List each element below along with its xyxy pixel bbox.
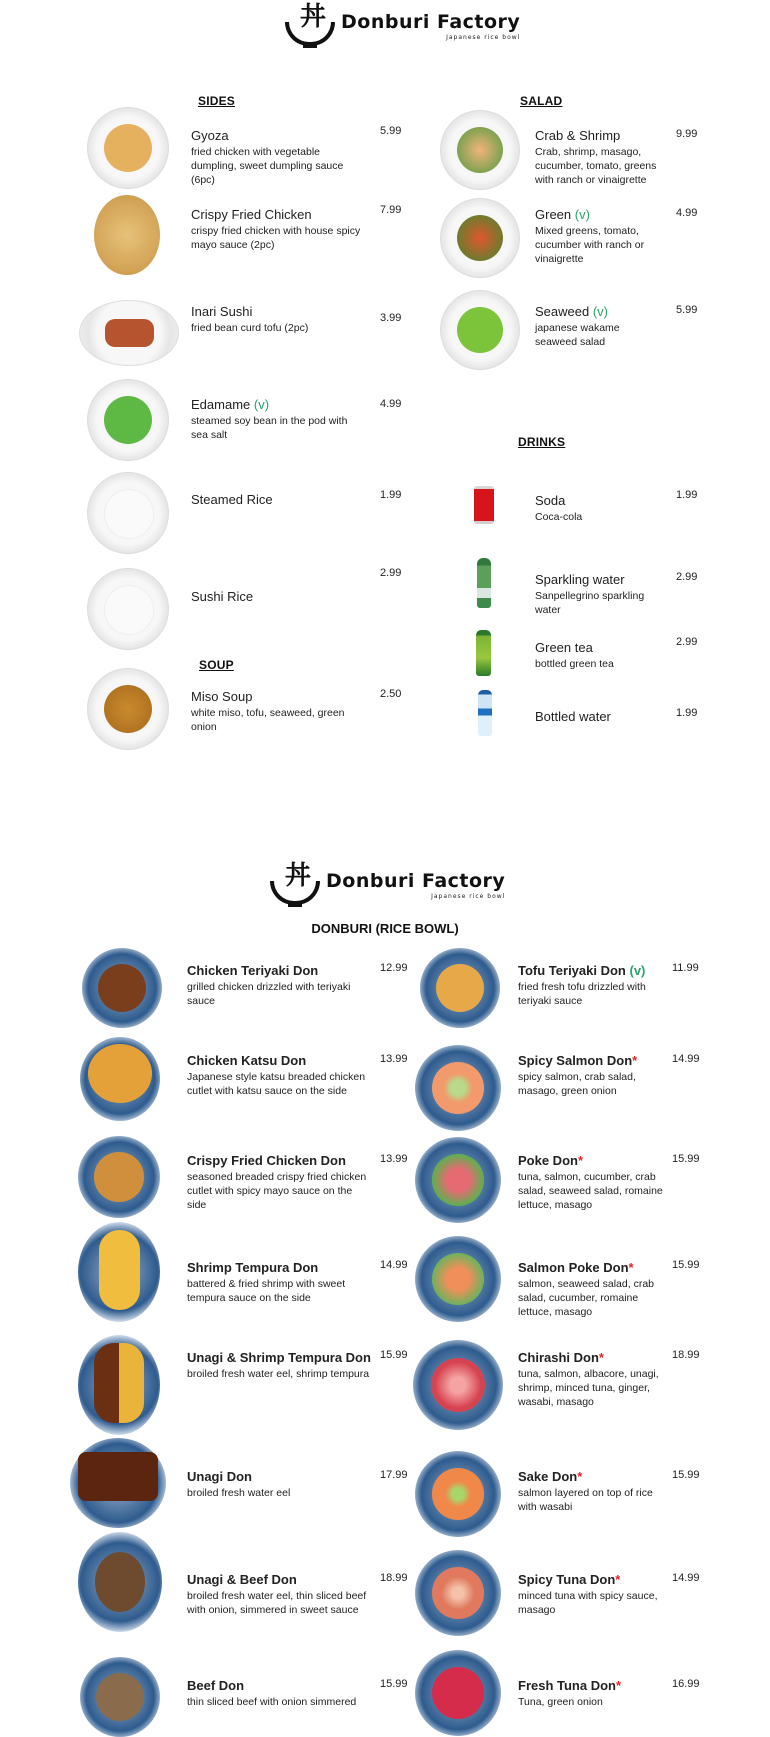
price-sake-don: 15.99 — [672, 1469, 700, 1481]
poke-don-image — [415, 1137, 501, 1223]
menu-item-steamed-rice: Steamed Rice — [191, 492, 273, 507]
price-fresh-tuna-don: 16.99 — [672, 1678, 700, 1690]
price-green-tea: 2.99 — [676, 636, 698, 648]
chicken-teriyaki-don-image — [82, 948, 162, 1028]
price-spicy-salmon-don: 14.99 — [672, 1053, 700, 1065]
menu-item-beef-don: Beef Don thin sliced beef with onion simmered — [187, 1678, 357, 1708]
fresh-tuna-don-image — [415, 1650, 501, 1736]
sides-header: SIDES — [198, 94, 236, 108]
menu-item-salmon-poke-don: Salmon Poke Don* salmon, seaweed salad, crab salad, cucumber, romaine lettuce, masago — [518, 1260, 654, 1318]
menu-item-chicken-teriyaki-don: Chicken Teriyaki Don grilled chicken drizzled with teriyaki sauce — [187, 963, 351, 1007]
price-chirashi-don: 18.99 — [672, 1349, 700, 1361]
brand-logo — [285, 4, 520, 48]
sparkling-water-bottle-image — [477, 558, 491, 608]
menu-item-spicy-salmon-don: Spicy Salmon Don* spicy salmon, crab salad, masago, green onion — [518, 1053, 638, 1097]
raw-fish-star: * — [628, 1260, 634, 1275]
menu-item-bottled-water: Bottled water — [535, 709, 611, 724]
crispy-chicken-image — [86, 190, 168, 290]
shrimp-tempura-don-image — [78, 1222, 160, 1322]
menu-item-crispy-fried-chicken-don: Crispy Fried Chicken Don seasoned breaded crispy fried chicken cutlet with spicy mayo sauce on the side — [187, 1153, 367, 1211]
price-soda: 1.99 — [676, 489, 698, 501]
price-green-salad: 4.99 — [676, 207, 698, 219]
unagi-don-image — [70, 1438, 166, 1528]
menu-item-chirashi-don: Chirashi Don* tuna, salmon, albacore, unagi, shrimp, minced tuna, ginger, wasabi, masago — [518, 1350, 659, 1408]
inari-sushi-image — [79, 300, 179, 366]
raw-fish-star: * — [598, 1350, 604, 1365]
miso-soup-image — [87, 668, 169, 750]
raw-fish-star: * — [577, 1153, 584, 1168]
price-tofu-teriyaki-don: 11.99 — [672, 962, 699, 974]
spicy-tuna-don-image — [415, 1550, 501, 1636]
menu-item-unagi-shrimp-tempura-don: Unagi & Shrimp Tempura Don broiled fresh water eel, shrimp tempura — [187, 1350, 371, 1380]
price-shrimp-tempura-don: 14.99 — [380, 1259, 408, 1271]
unagi-beef-don-image — [78, 1532, 162, 1632]
price-unagi-don: 17.99 — [380, 1469, 408, 1481]
price-sushi-rice: 2.99 — [380, 567, 402, 579]
steamed-rice-image — [87, 472, 169, 554]
price-beef-don: 15.99 — [380, 1678, 408, 1690]
soup-header: SOUP — [199, 658, 234, 672]
menu-item-fresh-tuna-don: Fresh Tuna Don* Tuna, green onion — [518, 1678, 622, 1708]
salmon-poke-don-image — [415, 1236, 501, 1322]
seaweed-salad-image — [440, 290, 520, 370]
menu-item-green-salad: Green (v) Mixed greens, tomato, cucumber with ranch or vinaigrette — [535, 207, 645, 265]
menu-item-seaweed-salad: Seaweed (v) japanese wakame seaweed salad — [535, 304, 620, 348]
green-tea-bottle-image — [476, 630, 491, 676]
menu-item-spicy-tuna-don: Spicy Tuna Don* minced tuna with spicy sauce, masago — [518, 1572, 658, 1616]
menu-item-green-tea: Green tea bottled green tea — [535, 640, 614, 670]
price-crab-shrimp: 9.99 — [676, 128, 698, 140]
sake-don-image — [415, 1451, 501, 1537]
price-seaweed-salad: 5.99 — [676, 304, 698, 316]
price-spicy-tuna-don: 14.99 — [672, 1572, 700, 1584]
brand-name: Donburi Factory — [341, 11, 521, 33]
vegetarian-badge: (v) — [574, 207, 590, 222]
menu-item-soda: Soda Coca-cola — [535, 493, 583, 523]
menu-item-poke-don: Poke Don* tuna, salmon, cucumber, crab salad, seaweed salad, romaine lettuce, masago — [518, 1153, 663, 1211]
raw-fish-star: * — [632, 1053, 638, 1068]
bottled-water-image — [478, 690, 492, 736]
price-inari-sushi: 3.99 — [380, 312, 402, 324]
price-chicken-teriyaki-don: 12.99 — [380, 962, 408, 974]
bowl-logo-icon: 丼 — [285, 4, 335, 48]
raw-fish-star: * — [615, 1678, 622, 1693]
raw-fish-star: * — [577, 1469, 583, 1484]
donburi-section-title: DONBURI (RICE BOWL) — [311, 921, 459, 936]
price-crispy-fried-chicken-don: 13.99 — [380, 1153, 408, 1165]
unagi-shrimp-tempura-don-image — [78, 1335, 160, 1435]
drinks-header: DRINKS — [518, 435, 566, 449]
gyoza-image — [87, 107, 169, 189]
price-edamame: 4.99 — [380, 398, 402, 410]
price-bottled-water: 1.99 — [676, 707, 698, 719]
menu-item-crispy-fried-chicken: Crispy Fried Chicken crispy fried chicken with house spicy mayo sauce (2pc) — [191, 207, 361, 251]
coca-cola-can-image — [474, 486, 494, 524]
menu-item-chicken-katsu-don: Chicken Katsu Don Japanese style katsu breaded chicken cutlet with katsu sauce on the side — [187, 1053, 366, 1097]
edamame-image — [87, 379, 169, 461]
menu-item-unagi-don: Unagi Don broiled fresh water eel — [187, 1469, 291, 1499]
beef-don-image — [80, 1657, 160, 1737]
menu-item-shrimp-tempura-don: Shrimp Tempura Don battered & fried shrimp with sweet tempura sauce on the side — [187, 1260, 346, 1304]
chicken-katsu-don-image — [80, 1037, 160, 1121]
brand-tagline: Japanese rice bowl — [431, 893, 506, 900]
raw-fish-star: * — [615, 1572, 621, 1587]
menu-item-sake-don: Sake Don* salmon layered on top of rice with wasabi — [518, 1469, 653, 1513]
brand-logo — [270, 863, 505, 907]
crispy-chicken-don-image — [78, 1136, 160, 1218]
green-salad-image — [440, 198, 520, 278]
brand-name: Donburi Factory — [326, 870, 506, 892]
price-miso-soup: 2.50 — [380, 688, 402, 700]
price-salmon-poke-don: 15.99 — [672, 1259, 700, 1271]
price-sparkling-water: 2.99 — [676, 571, 698, 583]
price-steamed-rice: 1.99 — [380, 489, 402, 501]
crab-shrimp-salad-image — [440, 110, 520, 190]
price-unagi-shrimp-tempura-don: 15.99 — [380, 1349, 408, 1361]
tofu-teriyaki-don-image — [420, 948, 500, 1028]
salad-header: SALAD — [520, 94, 563, 108]
chirashi-don-image — [413, 1340, 503, 1430]
vegetarian-badge: (v) — [253, 397, 270, 412]
spicy-salmon-don-image — [415, 1045, 501, 1131]
price-unagi-beef-don: 18.99 — [380, 1572, 408, 1584]
sushi-rice-image — [87, 568, 169, 650]
menu-item-gyoza: Gyoza fried chicken with vegetable dumpling, sweet dumpling sauce (6pc) — [191, 128, 344, 186]
vegetarian-badge: (v) — [592, 304, 609, 319]
menu-item-miso-soup: Miso Soup white miso, tofu, seaweed, green onion — [191, 689, 345, 733]
vegetarian-badge: (v) — [629, 963, 646, 978]
price-gyoza: 5.99 — [380, 125, 402, 137]
menu-item-sparkling-water: Sparkling water Sanpellegrino sparkling water — [535, 572, 645, 616]
brand-tagline: Japanese rice bowl — [446, 34, 521, 41]
menu-item-tofu-teriyaki-don: Tofu Teriyaki Don (v) fried fresh tofu drizzled with teriyaki sauce — [518, 963, 646, 1007]
menu-item-inari-sushi: Inari Sushi fried bean curd tofu (2pc) — [191, 304, 309, 334]
menu-item-sushi-rice: Sushi Rice — [191, 589, 254, 604]
price-poke-don: 15.99 — [672, 1153, 700, 1165]
bowl-logo-icon: 丼 — [270, 863, 320, 907]
menu-item-crab-shrimp: Crab & Shrimp Crab, shrimp, masago, cucumber, tomato, greens with ranch or vinaigrette — [535, 128, 657, 186]
menu-item-unagi-beef-don: Unagi & Beef Don broiled fresh water eel, thin sliced beef with onion, simmered in sweet sauce — [187, 1572, 367, 1616]
menu-item-edamame: Edamame (v) steamed soy bean in the pod with sea salt — [191, 397, 348, 441]
price-crispy-fried-chicken: 7.99 — [380, 204, 402, 216]
price-chicken-katsu-don: 13.99 — [380, 1053, 408, 1065]
